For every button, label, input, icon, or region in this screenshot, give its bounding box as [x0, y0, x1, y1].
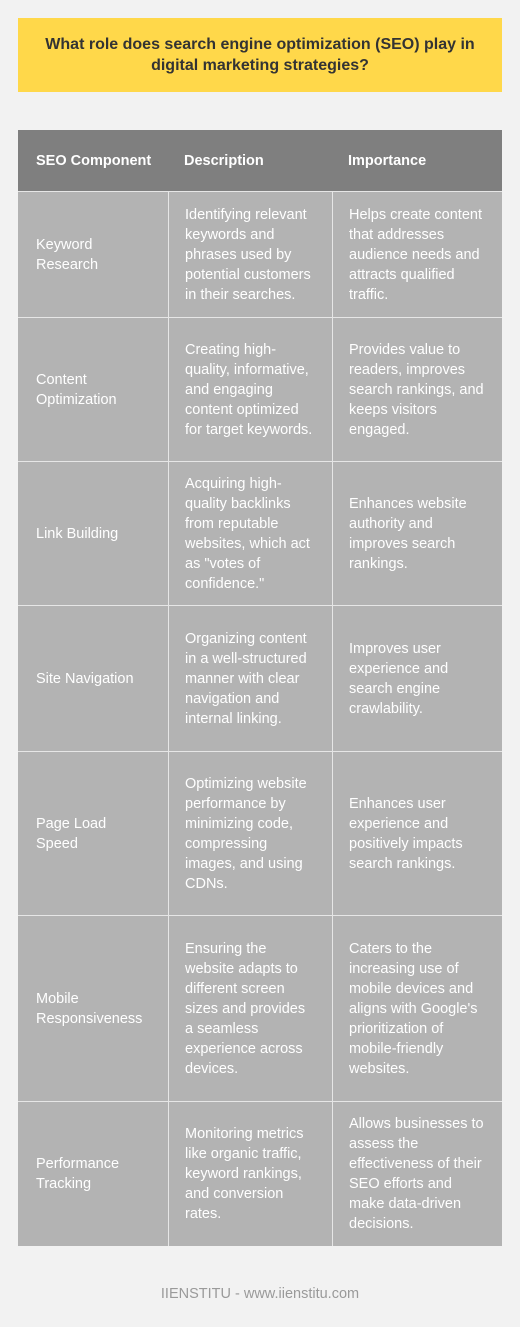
cell-importance: Enhances website authority and improves search rankings.	[332, 462, 502, 605]
cell-component: Mobile Responsiveness	[36, 990, 143, 1027]
header-seo-component: SEO Component	[36, 152, 152, 169]
table-header-row	[18, 130, 502, 192]
cell-description: Acquiring high-quality backlinks from reputable websites, which act as "votes of confidence."	[168, 462, 332, 605]
cell-description: Identifying relevant keywords and phrases used by potential customers in their searches.	[168, 192, 332, 317]
cell-description: Ensuring the website adapts to different screen sizes and provides a seamless experience across devices.	[168, 916, 332, 1101]
table-row	[18, 318, 502, 462]
page-title: What role does search engine optimization (SEO) play in digital marketing strategies?	[45, 36, 475, 74]
cell-importance: Helps create content that addresses audience needs and attracts qualified traffic.	[332, 192, 502, 317]
footer-credit: IIENSTITU - www.iienstitu.com	[160, 1286, 360, 1302]
table-row	[18, 192, 502, 318]
cell-description: Organizing content in a well-structured manner with clear navigation and internal linking.	[168, 606, 332, 751]
cell-component: Site Navigation	[36, 670, 134, 687]
cell-component: Keyword Research	[36, 236, 99, 273]
cell-description: Optimizing website performance by minimizing code, compressing images, and using CDNs.	[168, 752, 332, 915]
title-banner	[18, 18, 502, 92]
table-row	[18, 462, 502, 606]
cell-importance: Caters to the increasing use of mobile devices and aligns with Google's prioritization of mobile-friendly websites.	[332, 916, 502, 1101]
table-row	[18, 1102, 502, 1246]
cell-component: Performance Tracking	[36, 1156, 120, 1192]
table-row	[18, 916, 502, 1102]
seo-table	[18, 130, 502, 1246]
cell-component: Link Building	[36, 525, 119, 542]
table-row	[18, 752, 502, 916]
header-importance: Importance	[348, 152, 427, 169]
cell-description: Monitoring metrics like organic traffic, keyword rankings, and conversion rates.	[168, 1102, 332, 1246]
cell-importance: Allows businesses to assess the effectiveness of their SEO efforts and make data-driven decisions.	[332, 1102, 502, 1246]
cell-importance: Improves user experience and search engine crawlability.	[332, 606, 502, 751]
cell-description: Creating high-quality, informative, and engaging content optimized for target keywords.	[168, 318, 332, 461]
header-description: Description	[184, 152, 264, 169]
cell-importance: Provides value to readers, improves search rankings, and keeps visitors engaged.	[332, 318, 502, 461]
table-row	[18, 606, 502, 752]
cell-component: Content Optimization	[36, 371, 117, 408]
cell-importance: Enhances user experience and positively impacts search rankings.	[332, 752, 502, 915]
cell-component: Page Load Speed	[36, 815, 107, 852]
